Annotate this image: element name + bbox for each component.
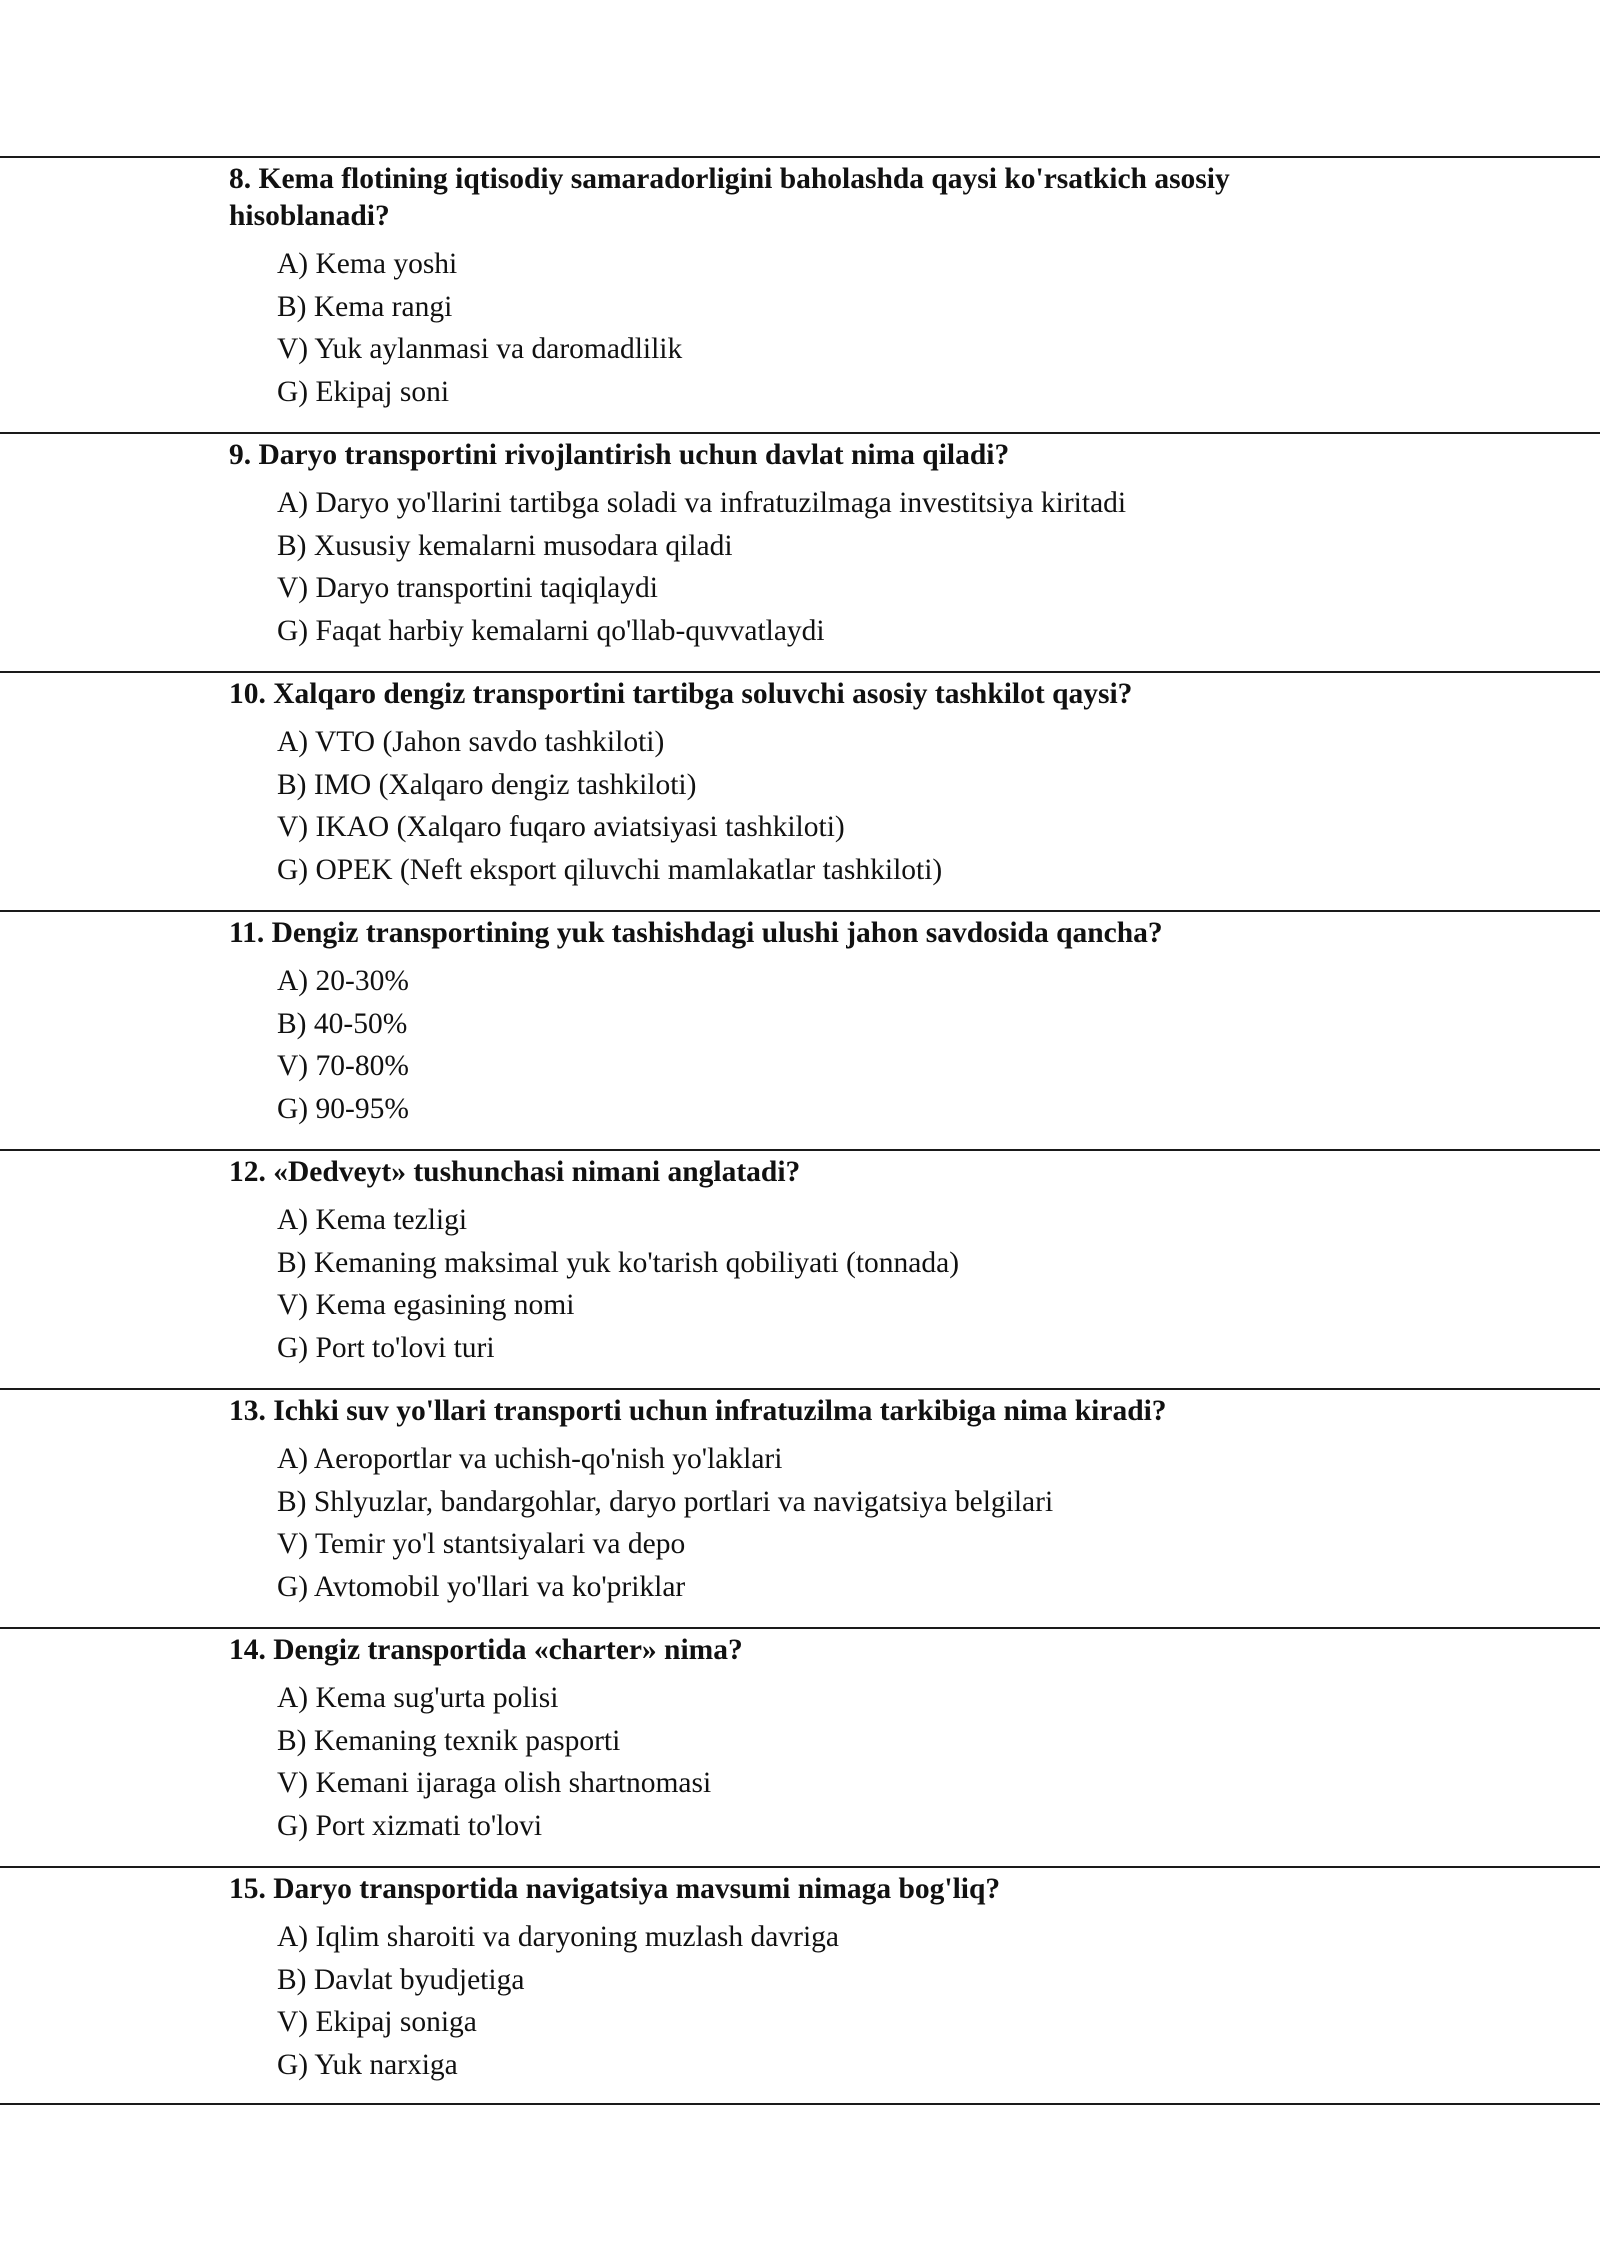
question-15 [0, 1866, 1600, 2105]
answer-options [0, 1916, 1600, 2086]
question-text: 9. Daryo transportini rivojlantirish uchun davlat nima qiladi? [229, 439, 1010, 471]
answer-options [0, 721, 1600, 891]
option-b: B) Kema rangi [277, 290, 453, 323]
option-a: A) 20-30% [277, 965, 409, 997]
option-g: G) 90-95% [277, 1092, 409, 1125]
option-b: B) Shlyuzlar, bandargohlar, daryo portlari va navigatsiya belgilari [277, 1485, 1054, 1518]
option-g: G) Ekipaj soni [277, 375, 450, 408]
option-v: V) Temir yo'l stantsiyalari va depo [277, 1528, 686, 1560]
option-a: A) Kema sug'urta polisi [277, 1682, 559, 1714]
option-g: G) Port to'lovi turi [277, 1331, 495, 1364]
option-a: A) Aeroportlar va uchish-qo'nish yo'laklari [277, 1443, 783, 1475]
question-11 [0, 910, 1600, 1149]
option-a: A) VTO (Jahon savdo tashkiloti) [277, 726, 665, 758]
option-g: G) Yuk narxiga [277, 2048, 458, 2081]
question-sheet [0, 156, 1600, 2105]
option-v: V) Kema egasining nomi [277, 1289, 575, 1321]
option-b: B) Kemaning texnik pasporti [277, 1724, 621, 1757]
option-a: A) Daryo yo'llarini tartibga soladi va infratuzilmaga investitsiya kiritadi [277, 487, 1127, 519]
question-10 [0, 671, 1600, 910]
option-a: A) Kema tezligi [277, 1204, 468, 1236]
question-text: 12. «Dedveyt» tushunchasi nimani anglatadi? [229, 1156, 801, 1188]
option-v: V) Kemani ijaraga olish shartnomasi [277, 1767, 712, 1799]
question-text: 11. Dengiz transportining yuk tashishdagi ulushi jahon savdosida qancha? [229, 917, 1163, 949]
question-13 [0, 1388, 1600, 1627]
option-b: B) 40-50% [277, 1007, 408, 1040]
answer-options [0, 482, 1600, 652]
answer-options [0, 1438, 1600, 1608]
option-g: G) Avtomobil yo'llari va ko'priklar [277, 1570, 686, 1603]
option-b: B) Xususiy kemalarni musodara qiladi [277, 529, 733, 562]
question-text: 8. Kema flotining iqtisodiy samaradorligini baholashda qaysi ko'rsatkich asosiy hisoblanadi? [229, 163, 1230, 232]
option-v: V) Ekipaj soniga [277, 2006, 477, 2038]
question-text: 10. Xalqaro dengiz transportini tartibga soluvchi asosiy tashkilot qaysi? [229, 678, 1133, 710]
option-a: A) Kema yoshi [277, 248, 458, 280]
question-8 [0, 156, 1600, 432]
option-v: V) Yuk aylanmasi va daromadlilik [277, 333, 683, 365]
answer-options [0, 960, 1600, 1130]
answer-options [0, 243, 1600, 413]
option-a: A) Iqlim sharoiti va daryoning muzlash davriga [277, 1921, 839, 1953]
option-b: B) Kemaning maksimal yuk ko'tarish qobiliyati (tonnada) [277, 1246, 960, 1279]
question-9 [0, 432, 1600, 671]
question-12 [0, 1149, 1600, 1388]
answer-options [0, 1199, 1600, 1369]
answer-options [0, 1677, 1600, 1847]
question-text: 13. Ichki suv yo'llari transporti uchun infratuzilma tarkibiga nima kiradi? [229, 1395, 1167, 1427]
option-v: V) IKAO (Xalqaro fuqaro aviatsiyasi tashkiloti) [277, 811, 845, 843]
option-v: V) 70-80% [277, 1050, 409, 1082]
question-text: 15. Daryo transportida navigatsiya mavsumi nimaga bog'liq? [229, 1873, 1001, 1905]
question-text: 14. Dengiz transportida «charter» nima? [229, 1634, 743, 1666]
option-b: B) IMO (Xalqaro dengiz tashkiloti) [277, 768, 697, 801]
option-g: G) Port xizmati to'lovi [277, 1809, 543, 1842]
option-g: G) OPEK (Neft eksport qiluvchi mamlakatlar tashkiloti) [277, 853, 943, 886]
option-v: V) Daryo transportini taqiqlaydi [277, 572, 658, 604]
option-g: G) Faqat harbiy kemalarni qo'llab-quvvatlaydi [277, 614, 825, 647]
option-b: B) Davlat byudjetiga [277, 1963, 525, 1996]
question-14 [0, 1627, 1600, 1866]
